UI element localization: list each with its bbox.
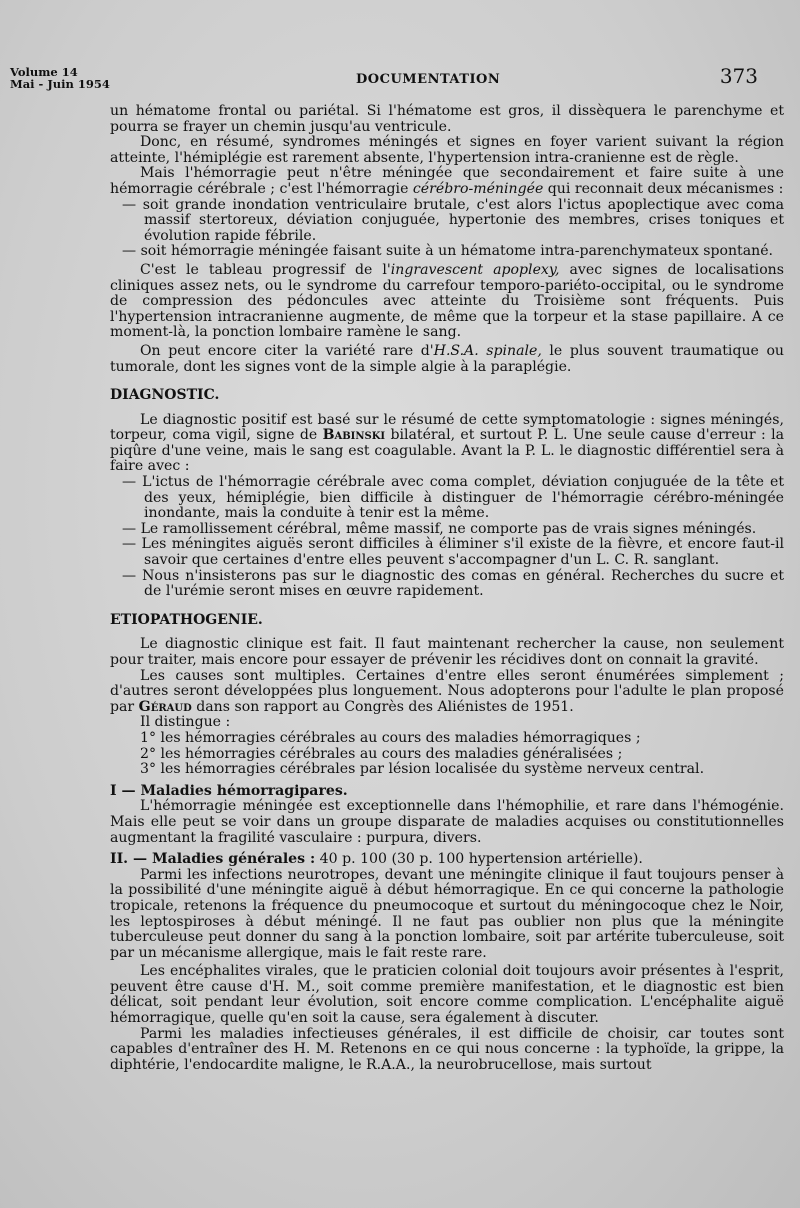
author-name: Babinski xyxy=(322,427,386,444)
volume-label: Volume 14 xyxy=(10,65,78,79)
paragraph: L'hémorragie méningée est exceptionnelle dans l'hémophilie, et rare dans l'hémogénie. Mais elle peut se voir dans un groupe disparate de maladies acquises ou constitutionnelles augmentant la fragilité vasculaire : purpura, divers. xyxy=(110,798,784,846)
subsection-title xyxy=(110,852,784,868)
journal-issue xyxy=(10,66,110,90)
paragraph: Donc, en résumé, syndromes méningés et signes en foyer varient suivant la région atteinte, l'hémiplégie est rarement absente, l'hypertension intra-cranienne est de règle. xyxy=(110,134,784,166)
text-run: Les causes sont multiples. Certaines d'entre elles seront énumérées simplement ; d'autres seront développées plus longuement. Nous adopterons pour l'adulte le plan proposé par xyxy=(110,667,784,715)
running-title: DOCUMENTATION xyxy=(356,72,501,87)
subsection-title: I — Maladies hémorragipares. xyxy=(110,782,348,799)
paragraph xyxy=(110,413,784,475)
text-run: Mais l'hémorragie peut n'être méningée que secondairement et faire suite à une hémorragie cérébrale ; c'est l'hémorragie xyxy=(110,165,784,197)
list-item: — Les méningites aiguës seront difficiles à éliminer s'il existe de la fièvre, et encore faut-il savoir que certaines d'entre elles peuvent s'accompagner d'un L. C. R. sanglant. xyxy=(122,536,784,569)
list-item: — soit grande inondation ventriculaire brutale, c'est alors l'ictus apoplectique avec coma massif stertoreux, déviation conjuguée, hypertonie des membres, crises toniques et évolution rapide fébrile. xyxy=(122,196,784,244)
issue-date: Mai - Juin 1954 xyxy=(10,77,110,91)
subsection-title-bold: II. — Maladies générales : xyxy=(110,851,316,868)
paragraph: Les encéphalites virales, que le praticien colonial doit toujours avoir présentes à l'esprit, peuvent être cause d'H. M., soit comme première manifestation, et le diagnostic est bien délicat, soit pendant leur évolution, soit encore comme complication. L'encéphalite aiguë hémorragique, quelle qu'en soit la cause, sera également à discuter. xyxy=(110,963,784,1027)
italic-term: ingravescent apoplexy, xyxy=(390,261,560,278)
section-heading-diagnostic: DIAGNOSTIC. xyxy=(110,387,220,404)
list-item: — Le ramollissement cérébral, même massif, ne comporte pas de vrais signes méningés. xyxy=(122,520,757,537)
section-heading-etiopathogenie: ETIOPATHOGENIE. xyxy=(110,611,263,628)
text-run: dans son rapport au Congrès des Aliénistes de 1951. xyxy=(191,698,574,715)
paragraph: Parmi les maladies infectieuses générales, il est difficile de choisir, car toutes sont capables d'entraîner des H. M. Retenons en ce qui nous concerne : la typhoïde, la grippe, la diphtérie, l'endocardite maligne, le R.A.A., la neurobrucellose, mais surtout xyxy=(110,1025,784,1073)
paragraph xyxy=(110,263,784,341)
text-run: On peut encore citer la variété rare d' xyxy=(140,342,434,359)
paragraph xyxy=(110,166,784,197)
text-run: 40 p. 100 (30 p. 100 hypertension artérielle). xyxy=(315,851,643,868)
list-item: 1° les hémorragies cérébrales au cours des maladies hémorragiques ; xyxy=(140,729,641,746)
article-body xyxy=(110,104,784,1073)
text-run: avec signes de localisations cliniques assez nets, ou le syndrome du carrefour temporo-pariéto-occipital, ou le syndrome de compression des pédoncules avec atteinte du Troisième sont fréquents. Puis l'hypertension intracranienne augmente, de même que la torpeur et la stase papillaire. A ce moment-là, la ponction lombaire ramène le sang. xyxy=(110,261,784,341)
text-run: C'est le tableau progressif de l' xyxy=(140,261,391,278)
text-run: bilatéral, et surtout P. L. Une seule cause d'erreur : la piqûre d'une veine, mais le sang est coagulable. Avant la P. L. le diagnostic différentiel sera à faire avec : xyxy=(110,427,784,475)
paragraph: Parmi les infections neurotropes, devant une méningite clinique il faut toujours penser à la possibilité d'une méningite aiguë à début hémorragique. En ce qui concerne la pathologie tropicale, retenons la fréquence du pneumocoque et surtout du méningocoque chez le Noir, les leptospiroses à début méningé. Il ne faut pas oublier non plus que la méningite tuberculeuse peut donner du sang à la ponction lombaire, soit par artérite tuberculeuse, soit par un mécanisme allergique, mais le fait reste rare. xyxy=(110,866,784,961)
paragraph: Le diagnostic clinique est fait. Il faut maintenant rechercher la cause, non seulement pour traiter, mais encore pour essayer de prévenir les récidives dont on connait la gravité. xyxy=(110,636,784,668)
page-header xyxy=(0,62,800,96)
list-item: 3° les hémorragies cérébrales par lésion localisée du système nerveux central. xyxy=(140,761,705,778)
page-number: 373 xyxy=(719,64,758,88)
italic-term: cérébro-méningée xyxy=(412,180,544,197)
text-run: qui reconnait deux mécanismes : xyxy=(543,180,784,197)
italic-term: H.S.A. spinale, xyxy=(433,342,542,359)
paragraph xyxy=(110,669,784,716)
text-run: Le diagnostic positif est basé sur le résumé de cette symptomatologie : signes méningés, torpeur, coma vigil, signe de xyxy=(110,411,784,444)
paragraph: un hématome frontal ou pariétal. Si l'hématome est gros, il dissèquera le parenchyme et pourra se frayer un chemin jusqu'au ventricule. xyxy=(110,103,784,135)
list-item: 2° les hémorragies cérébrales au cours des maladies généralisées ; xyxy=(140,745,623,762)
text-run: le plus souvent traumatique ou tumorale, dont les signes vont de la simple algie à la paraplégie. xyxy=(110,342,785,375)
list-item: — soit hémorragie méningée faisant suite à un hématome intra-parenchymateux spontané. xyxy=(122,243,774,260)
paragraph: Il distingue : xyxy=(140,714,231,731)
paragraph xyxy=(110,344,784,375)
list-item: — Nous n'insisterons pas sur le diagnostic des comas en général. Recherches du sucre et de l'urémie seront mises en œuvre rapidement. xyxy=(122,567,784,600)
list-item: — L'ictus de l'hémorragie cérébrale avec coma complet, déviation conjuguée de la tête et des yeux, hémiplégie, bien difficile à distinguer de l'hémorragie cérébro-méningée inondante, mais la conduite à tenir est la même. xyxy=(122,474,784,522)
author-name: Géraud xyxy=(138,698,192,715)
